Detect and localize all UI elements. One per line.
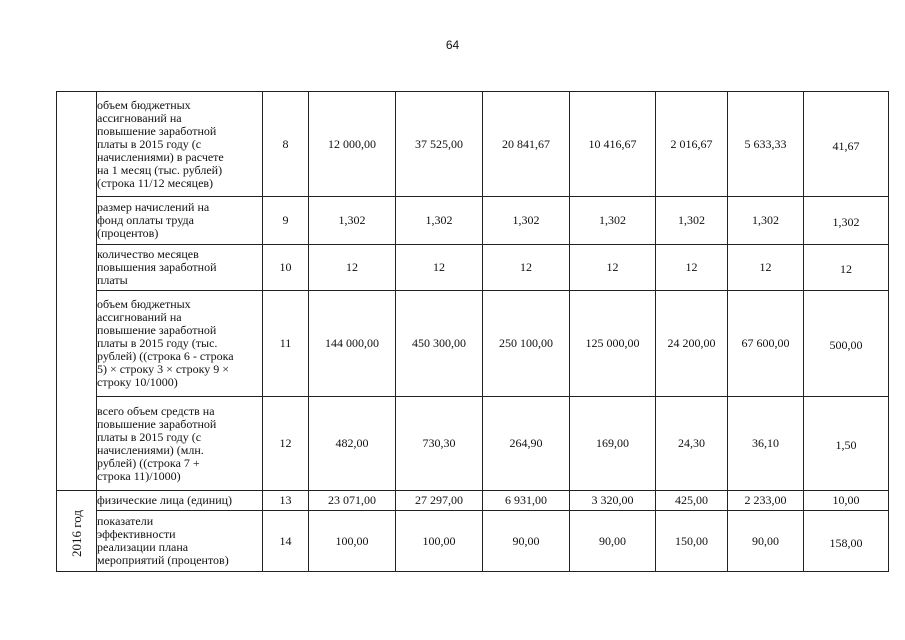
row-description xyxy=(97,291,263,397)
value-cell xyxy=(804,197,889,245)
value-text: 10,00 xyxy=(832,493,860,507)
page-number: 64 xyxy=(445,38,460,52)
row-description xyxy=(97,397,263,491)
description-line: размер начислений на xyxy=(97,200,210,214)
table-row xyxy=(57,491,889,511)
value-cell xyxy=(728,291,804,397)
value-text: 2 016,67 xyxy=(670,136,713,151)
value-text: 1,302 xyxy=(338,213,366,227)
value-cell xyxy=(396,397,483,491)
value-cell xyxy=(483,245,570,291)
value-cell xyxy=(396,92,483,197)
value-cell xyxy=(804,291,889,397)
row-number: 12 xyxy=(263,397,309,491)
value-cell xyxy=(309,92,396,197)
description-line: строка 11)/1000) xyxy=(97,468,181,483)
value-text: 6 931,00 xyxy=(505,493,547,507)
year-label: 2016 год xyxy=(68,509,84,557)
row-description xyxy=(97,197,263,245)
value-text: 125 000,00 xyxy=(585,336,640,350)
value-cell xyxy=(396,197,483,245)
description-line: показатели xyxy=(97,514,154,528)
value-text: 169,00 xyxy=(596,436,629,450)
value-text: 12 xyxy=(840,262,852,276)
value-cell xyxy=(728,197,804,245)
value-cell xyxy=(728,92,804,197)
value-cell xyxy=(483,397,570,491)
value-cell xyxy=(396,511,483,572)
value-text: 12 xyxy=(685,260,698,274)
description-line: на 1 месяц (тыс. рублей) xyxy=(97,162,223,177)
value-cell xyxy=(656,291,728,397)
value-cell xyxy=(483,491,570,511)
value-cell xyxy=(804,511,889,572)
value-cell xyxy=(570,511,656,572)
description-line: платы в 2015 году (с xyxy=(97,429,202,444)
value-cell xyxy=(570,291,656,397)
value-text: 158,00 xyxy=(829,535,863,550)
description-line: платы в 2015 году (с xyxy=(97,136,202,151)
description-line: строку 10/1000) xyxy=(97,375,178,389)
value-cell xyxy=(309,511,396,572)
value-text: 12 xyxy=(346,260,358,274)
description-line: ассигнований на xyxy=(97,310,182,324)
value-text: 1,302 xyxy=(599,213,626,227)
value-cell xyxy=(728,491,804,511)
value-text: 425,00 xyxy=(675,493,708,507)
value-cell xyxy=(656,245,728,291)
description-line: фонд оплаты труда xyxy=(97,213,194,227)
value-cell xyxy=(804,92,889,197)
value-text: 1,302 xyxy=(832,215,860,229)
value-text: 250 100,00 xyxy=(499,336,553,350)
value-text: 20 841,67 xyxy=(502,136,550,151)
description-line: платы в 2015 году (тыс. xyxy=(97,336,218,350)
description-line: 5) × строку 3 × строку 9 × xyxy=(97,362,230,376)
description-line: повышения заработной xyxy=(97,260,217,274)
value-text: 5 633,33 xyxy=(744,136,787,151)
description-line: (строка 11/12 месяцев) xyxy=(97,175,214,190)
value-cell xyxy=(483,291,570,397)
value-text: 1,302 xyxy=(752,213,779,227)
value-cell xyxy=(570,197,656,245)
value-cell xyxy=(309,291,396,397)
value-text: 24,30 xyxy=(678,436,705,450)
table-row xyxy=(57,92,889,197)
description-line: рублей) ((строка 7 + xyxy=(97,455,200,470)
row-description xyxy=(97,491,263,511)
value-text: 10 416,67 xyxy=(588,136,637,151)
value-cell xyxy=(309,397,396,491)
value-text: 90,00 xyxy=(599,533,626,548)
value-text: 150,00 xyxy=(675,533,708,548)
description-line: объем бюджетных xyxy=(97,97,191,112)
value-text: 36,10 xyxy=(752,436,779,450)
description-line: мероприятий (процентов) xyxy=(97,553,229,567)
value-cell xyxy=(804,491,889,511)
value-text: 144 000,00 xyxy=(325,336,379,350)
row-number: 14 xyxy=(263,511,309,572)
value-cell xyxy=(483,197,570,245)
value-text: 67 600,00 xyxy=(741,336,790,350)
value-text: 90,00 xyxy=(752,533,779,548)
value-text: 3 320,00 xyxy=(591,493,634,507)
value-text: 2 233,00 xyxy=(744,493,787,507)
side-cell-empty xyxy=(57,92,97,491)
table-row xyxy=(57,397,889,491)
value-cell xyxy=(728,511,804,572)
description-line: повышение заработной xyxy=(97,323,217,337)
value-cell xyxy=(309,491,396,511)
description-line: реализации плана xyxy=(97,540,189,554)
table-row xyxy=(57,511,889,572)
row-number: 8 xyxy=(263,92,309,197)
description-line: (процентов) xyxy=(97,226,159,240)
value-cell xyxy=(804,397,889,491)
value-text: 1,302 xyxy=(425,213,453,227)
value-text: 37 525,00 xyxy=(415,136,463,151)
description-line: повышение заработной xyxy=(97,416,217,431)
value-text: 23 071,00 xyxy=(328,493,376,507)
value-text: 100,00 xyxy=(335,533,369,548)
value-cell xyxy=(570,491,656,511)
value-text: 500,00 xyxy=(829,338,863,352)
value-cell xyxy=(483,511,570,572)
value-text: 450 300,00 xyxy=(412,336,466,350)
table-row xyxy=(57,197,889,245)
value-cell xyxy=(804,245,889,291)
description-line: повышение заработной xyxy=(97,123,217,138)
value-text: 12 xyxy=(520,260,532,274)
description-line: начислениями) в расчете xyxy=(97,149,224,164)
row-number: 10 xyxy=(263,245,309,291)
value-cell xyxy=(396,491,483,511)
indicator-table xyxy=(56,91,889,572)
value-text: 730,30 xyxy=(422,436,456,450)
description-line: ассигнований на xyxy=(97,110,182,125)
value-text: 482,00 xyxy=(335,436,369,450)
description-line: платы xyxy=(97,273,128,287)
description-line: объем бюджетных xyxy=(97,297,191,311)
value-text: 90,00 xyxy=(512,533,540,548)
value-cell xyxy=(656,511,728,572)
value-cell xyxy=(570,397,656,491)
value-cell xyxy=(570,92,656,197)
value-cell xyxy=(570,245,656,291)
description-line: количество месяцев xyxy=(97,247,199,261)
description-line: эффективности xyxy=(97,527,176,541)
value-text: 1,50 xyxy=(835,438,857,452)
table-row xyxy=(57,291,889,397)
value-cell xyxy=(656,92,728,197)
value-cell xyxy=(396,245,483,291)
description-line: физические лица (единиц) xyxy=(97,493,233,507)
value-text: 27 297,00 xyxy=(415,493,463,507)
description-line: всего объем средств на xyxy=(97,403,215,418)
value-cell xyxy=(656,397,728,491)
row-number: 11 xyxy=(263,291,309,397)
value-text: 12 xyxy=(759,260,772,274)
value-cell xyxy=(656,197,728,245)
row-description xyxy=(97,245,263,291)
row-description xyxy=(97,511,263,572)
value-cell xyxy=(483,92,570,197)
value-cell xyxy=(656,491,728,511)
value-cell xyxy=(728,245,804,291)
value-cell xyxy=(309,245,396,291)
value-text: 100,00 xyxy=(422,533,456,548)
value-text: 12 xyxy=(606,260,619,274)
value-text: 24 200,00 xyxy=(667,336,716,350)
value-text: 264,90 xyxy=(509,436,543,450)
value-cell xyxy=(728,397,804,491)
value-text: 12 xyxy=(433,260,445,274)
value-cell xyxy=(309,197,396,245)
value-text: 12 000,00 xyxy=(328,136,376,151)
table-row xyxy=(57,245,889,291)
row-description xyxy=(97,92,263,197)
row-number: 13 xyxy=(263,491,309,511)
value-cell xyxy=(396,291,483,397)
row-number: 9 xyxy=(263,197,309,245)
value-text: 41,67 xyxy=(832,138,860,153)
value-text: 1,302 xyxy=(512,213,540,227)
description-line: начислениями) (млн. xyxy=(97,442,204,457)
side-cell-year xyxy=(57,491,97,572)
value-text: 1,302 xyxy=(678,213,705,227)
description-line: рублей) ((строка 6 - строка xyxy=(97,349,234,363)
